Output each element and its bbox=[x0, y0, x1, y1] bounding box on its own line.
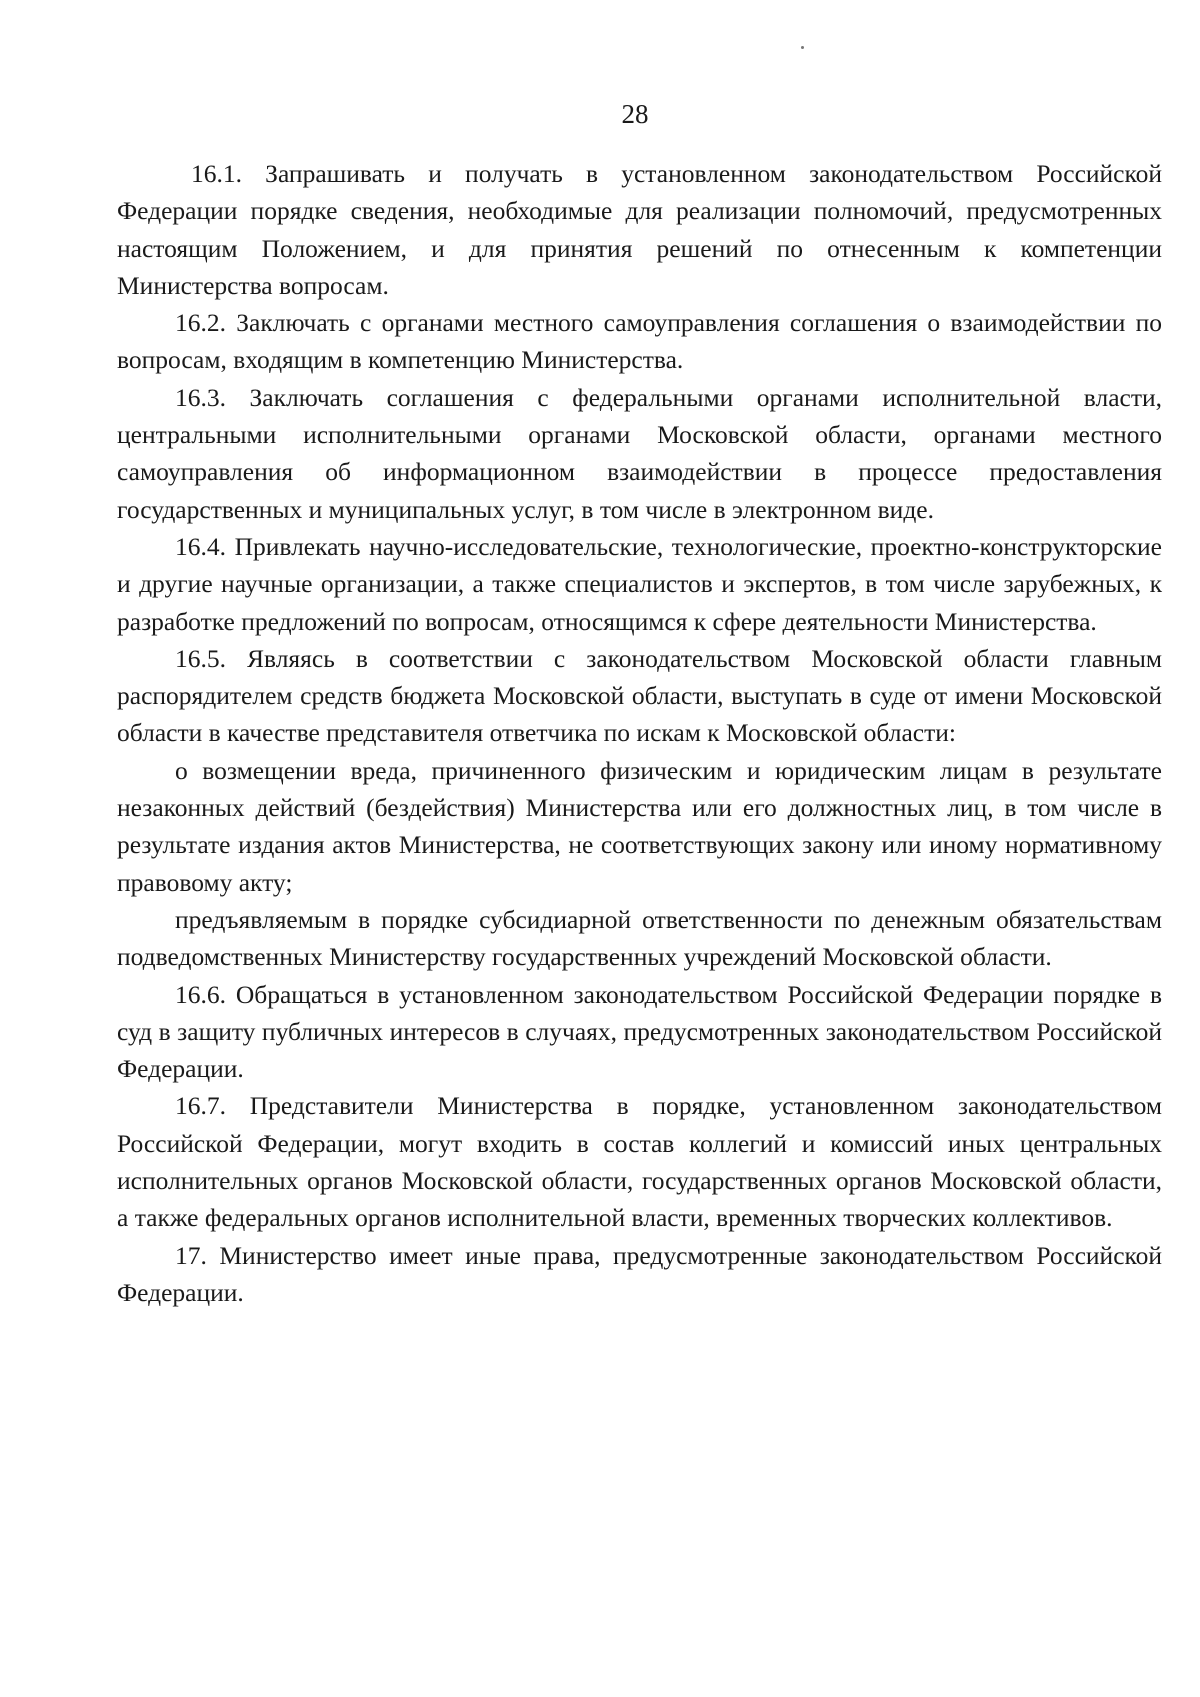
paragraph-16-2: 16.2. Заключать с органами местного самоуправления соглашения о взаимодействии по вопросам, входящим в компетенцию Министерства. bbox=[117, 308, 1162, 375]
scan-artifact-dot bbox=[801, 46, 804, 49]
paragraph-16-5-item-damages: о возмещении вреда, причиненного физическим и юридическим лицам в результате незаконных действий (бездействия) Министерства или его должностных лиц, в том числе в результате издания актов Министерства, не соответствующих закону или иному нормативному правовому акту; bbox=[117, 755, 1162, 897]
paragraph-16-3: 16.3. Заключать соглашения с федеральными органами исполнительной власти, центральными исполнительными органами Московской области, органами местного самоуправления об информационном взаимодействии в процессе предоставления государственных и муниципальных услуг, в том числе в электронном виде. bbox=[117, 382, 1162, 524]
document-body bbox=[117, 155, 1162, 1311]
paragraph-16-5: 16.5. Являясь в соответствии с законодательством Московской области главным распорядителем средств бюджета Московской области, выступать в суде от имени Московской области в качестве представителя ответчика по искам к Московской области: bbox=[117, 643, 1162, 748]
paragraph-16-6: 16.6. Обращаться в установленном законодательством Российской Федерации порядке в суд в защиту публичных интересов в случаях, предусмотренных законодательством Российской Федерации. bbox=[117, 979, 1162, 1084]
paragraph-16-7: 16.7. Представители Министерства в порядке, установленном законодательством Российской Федерации, могут входить в состав коллегий и комиссий иных центральных исполнительных органов Московской области, государственных органов Московской области, а также федеральных органов исполнительной власти, временных творческих коллективов. bbox=[117, 1091, 1162, 1233]
page-number: 28 bbox=[621, 99, 649, 129]
paragraph-16-5-item-subsidiary: предъявляемым в порядке субсидиарной ответственности по денежным обязательствам подведомственных Министерству государственных учреждений Московской области. bbox=[117, 904, 1162, 972]
paragraph-16-1: 16.1. Запрашивать и получать в установленном законодательством Российской Федерации порядке сведения, необходимые для реализации полномочий, предусмотренных настоящим Положением, и для принятия решений по отнесенным к компетенции Министерства вопросам. bbox=[117, 159, 1162, 300]
paragraph-17: 17. Министерство имеет иные права, предусмотренные законодательством Российской Федерации. bbox=[117, 1240, 1162, 1307]
paragraph-16-4: 16.4. Привлекать научно-исследовательские, технологические, проектно-конструкторские и другие научные организации, а также специалистов и экспертов, в том числе зарубежных, к разработке предложений по вопросам, относящимся к сфере деятельности Министерства. bbox=[117, 531, 1162, 636]
